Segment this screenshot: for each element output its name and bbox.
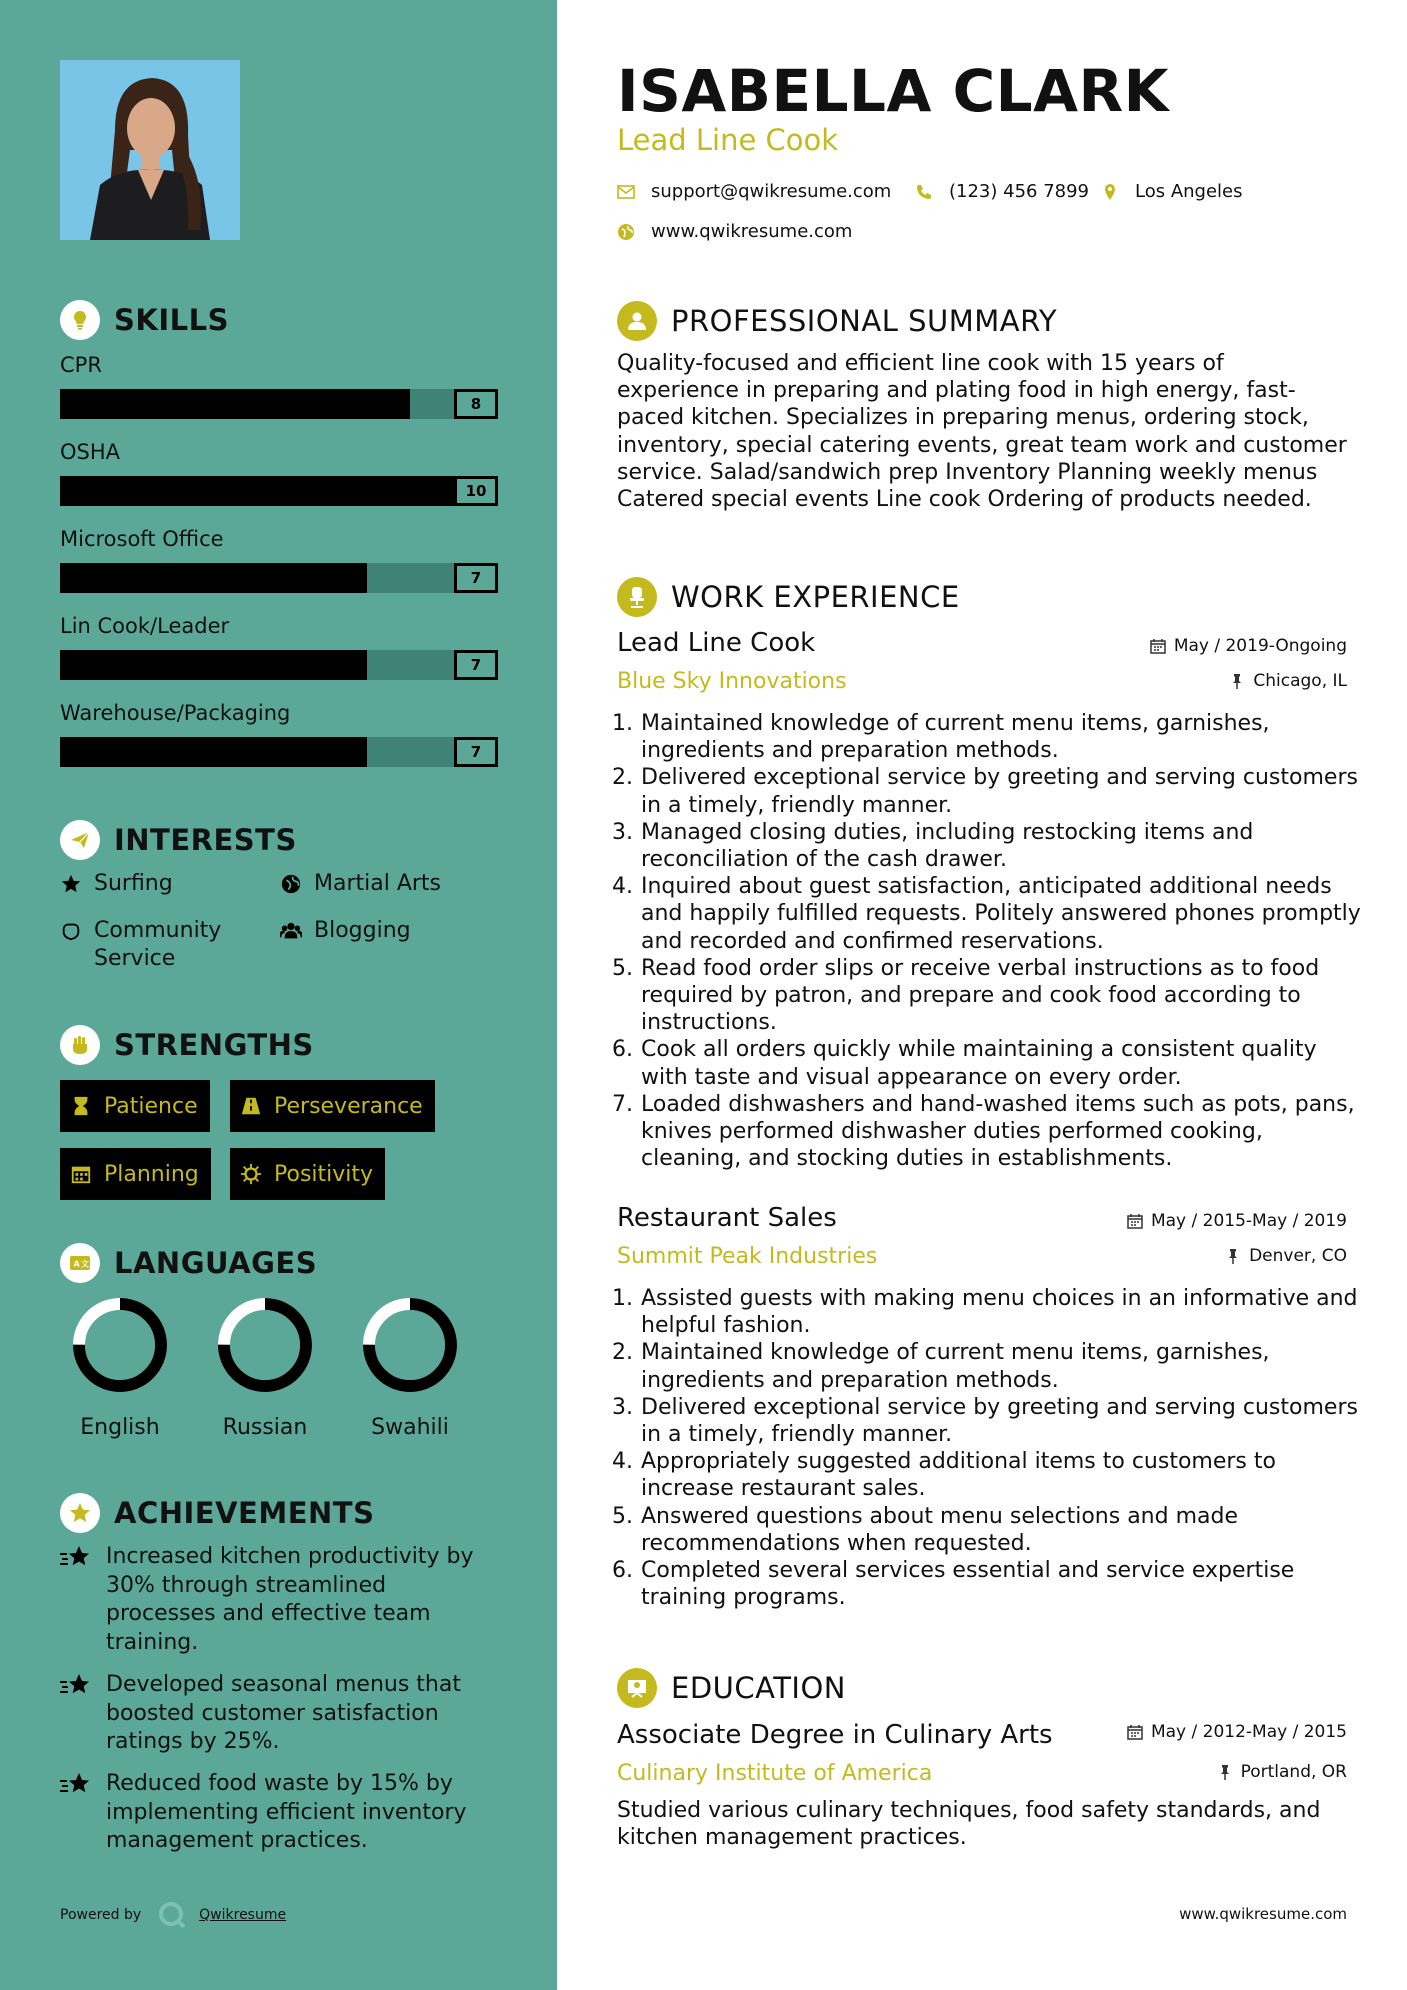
interest-item: Martial Arts: [280, 870, 441, 898]
qwikresume-logo-icon: [157, 1900, 187, 1930]
job-dates: May / 2019-Ongoing: [1150, 636, 1347, 656]
calendar-icon: [70, 1163, 92, 1185]
list-item: 5. Read food order slips or receive verbal instructions as to food required by patron, and prepare and cook food according to instructions.: [612, 955, 1320, 1036]
hand-icon: [60, 920, 82, 942]
education-description: Studied various culinary techniques, food safety standards, and kitchen management practices.: [617, 1798, 1321, 1851]
list-item: 7. Loaded dishwashers and hand-washed items such as pots, pans, knives performed dishwasher duties performed cooking, cleaning, and stocking duties in establishments.: [612, 1091, 1355, 1172]
education-school: Culinary Institute of America: [617, 1761, 933, 1786]
interest-item: Surfing: [60, 870, 173, 898]
list-item: 3. Managed closing duties, including restocking items and reconciliation of the cash drawer.: [612, 819, 1254, 873]
languages-heading: A 文 LANGUAGES: [60, 1241, 317, 1285]
list-item: 2. Maintained knowledge of current menu items, garnishes, ingredients and preparation methods.: [612, 1340, 1270, 1393]
strength-badge: Patience: [60, 1080, 210, 1132]
skill-level: 10: [454, 476, 498, 506]
skill-row: [60, 699, 498, 767]
education-heading: EDUCATION: [617, 1666, 846, 1710]
main-content: [557, 0, 1407, 1990]
graduation-icon: [617, 1668, 657, 1708]
education-degree: Associate Degree in Culinary Arts: [617, 1720, 1053, 1750]
list-item: 6. Cook all orders quickly while maintaining a consistent quality with taste and visual appearance on every order.: [612, 1037, 1317, 1090]
map-marker-icon: [1101, 183, 1119, 201]
education-location: Portland, OR: [1217, 1762, 1347, 1782]
interests-heading: INTERESTS: [60, 818, 297, 862]
list-item: 6. Completed several services essential and service expertise training programs.: [612, 1558, 1295, 1611]
skill-level: 8: [454, 389, 498, 419]
language-item: Swahili: [340, 1295, 480, 1440]
job-duties-list: [607, 710, 1367, 1172]
skill-bar-fill: [60, 737, 367, 767]
skill-row: [60, 438, 498, 506]
job-duties-list: [607, 1285, 1367, 1611]
list-item: 3. Delivered exceptional service by greeting and serving customers in a timely, friendly manner.: [612, 1394, 1358, 1448]
summary-heading: PROFESSIONAL SUMMARY: [617, 299, 1057, 343]
candidate-name: ISABELLA CLARK: [617, 57, 1170, 125]
pushpin-icon: [1229, 673, 1245, 689]
job-location: Chicago, IL: [1229, 671, 1347, 691]
star-icon: [60, 1673, 92, 1699]
strength-badge: Perseverance: [230, 1080, 435, 1132]
skill-row: [60, 351, 498, 419]
skills-heading: SKILLS: [60, 298, 229, 342]
list-item: 2. Delivered exceptional service by greeting and serving customers in a timely, friendly manner.: [612, 765, 1358, 818]
strength-badge: Positivity: [230, 1148, 385, 1200]
summary-text: Quality-focused and efficient line cook with 15 years of experience in preparing and plating food in high energy, fast-paced kitchen. Specializes in preparing menus, ordering stock, inventory, special catering events, great team work and customer service. Salad/sandwich prep Inventory Planning weekly menus Catered special events Line cook Ordering of products needed.: [617, 351, 1347, 513]
pushpin-icon: [1217, 1764, 1233, 1780]
calendar-icon: [1127, 1724, 1143, 1740]
achievement-item: Reduced food waste by 15% by implementing efficient inventory management practices.: [60, 1770, 500, 1856]
list-item: 1. Assisted guests with making menu choices in an informative and helpful fashion.: [612, 1286, 1358, 1339]
experience-heading: WORK EXPERIENCE: [617, 575, 960, 619]
skill-name: OSHA: [60, 440, 121, 464]
profile-photo: [60, 60, 240, 240]
list-item: 5. Answered questions about menu selections and made recommendations when requested.: [612, 1503, 1238, 1556]
svg-text:A: A: [73, 1259, 80, 1269]
user-icon: [617, 301, 657, 341]
skill-row: [60, 525, 498, 593]
skill-name: CPR: [60, 353, 102, 377]
job-role: Restaurant Sales: [617, 1203, 837, 1233]
job-company: Summit Peak Industries: [617, 1244, 878, 1269]
language-ring: [70, 1295, 170, 1395]
skill-level: 7: [454, 563, 498, 593]
sidebar: [0, 0, 557, 1990]
achievement-item: Increased kitchen productivity by 30% through streamlined processes and effective team training.: [60, 1543, 500, 1657]
job-title: Lead Line Cook: [617, 123, 839, 157]
language-ring: [215, 1295, 315, 1395]
skill-name: Microsoft Office: [60, 527, 224, 551]
star-icon: [60, 873, 82, 895]
phone-icon: [915, 183, 933, 201]
skill-level: 7: [454, 650, 498, 680]
skill-bar: [60, 737, 498, 767]
skill-bar: [60, 476, 498, 506]
powered-by: Powered by Qwikresume: [60, 1900, 286, 1930]
contact-email[interactable]: support@qwikresume.com: [617, 181, 891, 202]
paper-plane-icon: [60, 820, 100, 860]
achievements-heading: ACHIEVEMENTS: [60, 1491, 374, 1535]
skill-name: Lin Cook/Leader: [60, 614, 230, 638]
language-item: Russian: [195, 1295, 335, 1440]
list-item: 4. Inquired about guest satisfaction, anticipated additional needs and happily fulfilled requests. Politely answered phones promptly and recorded and confirmed reservations.: [612, 874, 1361, 954]
sun-icon: [240, 1163, 262, 1185]
education-dates: May / 2012-May / 2015: [1127, 1722, 1347, 1742]
fist-icon: [60, 1025, 100, 1065]
envelope-icon: [617, 183, 635, 201]
qwikresume-link[interactable]: Qwikresume: [199, 1907, 287, 1923]
job-role: Lead Line Cook: [617, 628, 816, 658]
list-item: 4. Appropriately suggested additional items to customers to increase restaurant sales.: [612, 1449, 1276, 1502]
skill-level: 7: [454, 737, 498, 767]
users-icon: [280, 920, 302, 942]
star-badge-icon: [60, 1493, 100, 1533]
svg-text:文: 文: [81, 1259, 89, 1269]
contact-phone[interactable]: (123) 456 7899: [915, 181, 1089, 202]
footer-website-link[interactable]: www.qwikresume.com: [1179, 1905, 1347, 1923]
skill-bar-fill: [60, 389, 410, 419]
skill-bar-fill: [60, 650, 367, 680]
strengths-heading: STRENGTHS: [60, 1023, 314, 1067]
pushpin-icon: [1225, 1248, 1241, 1264]
interest-item: Community Service: [60, 917, 250, 973]
star-icon: [60, 1772, 92, 1798]
skill-bar: [60, 389, 498, 419]
star-icon: [60, 1545, 92, 1571]
language-item: English: [50, 1295, 190, 1440]
skill-bar: [60, 563, 498, 593]
interest-item: Blogging: [280, 917, 411, 945]
globe-icon: [280, 873, 302, 895]
list-item: 1. Maintained knowledge of current menu items, garnishes, ingredients and preparation methods.: [612, 711, 1270, 764]
skill-row: [60, 612, 498, 680]
language-icon: [60, 1243, 100, 1283]
job-company: Blue Sky Innovations: [617, 669, 847, 694]
hourglass-icon: [70, 1095, 92, 1117]
calendar-icon: [1127, 1213, 1143, 1229]
chair-icon: [617, 577, 657, 617]
skill-bar-fill: [60, 563, 367, 593]
road-icon: [240, 1095, 262, 1117]
calendar-icon: [1150, 638, 1166, 654]
lightbulb-icon: [60, 300, 100, 340]
globe-icon: [617, 223, 635, 241]
contact-website[interactable]: www.qwikresume.com: [617, 221, 852, 242]
skill-name: Warehouse/Packaging: [60, 701, 291, 725]
skill-bar-fill: [60, 476, 498, 506]
strength-badge: Planning: [60, 1148, 211, 1200]
language-ring: [360, 1295, 460, 1395]
contact-location: Los Angeles: [1101, 181, 1243, 202]
job-location: Denver, CO: [1225, 1246, 1347, 1266]
achievement-item: Developed seasonal menus that boosted customer satisfaction ratings by 25%.: [60, 1671, 500, 1757]
skill-bar: [60, 650, 498, 680]
job-dates: May / 2015-May / 2019: [1127, 1211, 1347, 1231]
